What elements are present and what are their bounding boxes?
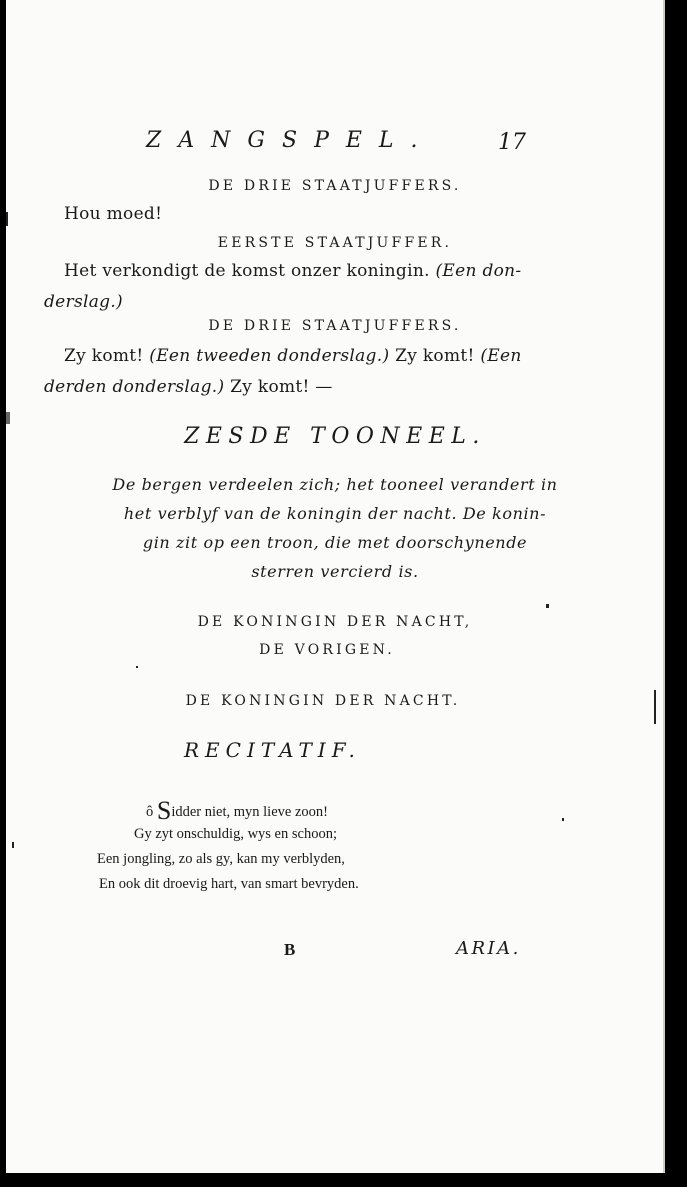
dialogue-text: Zy komt! xyxy=(64,346,144,366)
speaker-heading: DE DRIE STAATJUFFERS. xyxy=(208,178,462,194)
page-blemish xyxy=(12,842,14,848)
stage-direction: derslag.) xyxy=(44,292,123,312)
stage-direction: De bergen verdeelen zich; het tooneel verandert in xyxy=(112,475,558,494)
verse-line: Gy zyt onschuldig, wys en schoon; xyxy=(134,826,337,842)
stage-direction: (Een tweeden donderslag.) xyxy=(149,346,390,366)
page-blemish xyxy=(546,604,549,608)
verse-line: Een jongling, zo als gy, kan my verblyden, xyxy=(97,851,345,867)
scan-border-right xyxy=(664,0,687,1187)
stage-direction: het verblyf van de koningin der nacht. De konin- xyxy=(123,504,547,523)
verse-line: En ook dit droevig hart, van smart bevryden. xyxy=(99,876,359,892)
scan-border-bottom xyxy=(0,1173,687,1187)
dialogue-line xyxy=(44,377,333,397)
page-blemish xyxy=(6,412,10,424)
catchword: ARIA. xyxy=(456,938,521,959)
dialogue-text: Het verkondigt de komst onzer koningin. xyxy=(64,261,430,281)
verse-prefix: ô xyxy=(146,804,154,820)
verse-line xyxy=(146,796,328,826)
page-blemish xyxy=(136,666,138,668)
page-blemish xyxy=(654,690,656,724)
dialogue-line xyxy=(64,261,521,281)
stage-direction: (Een xyxy=(480,346,522,366)
stage-direction: gin zit op een troon, die met doorschynende xyxy=(142,533,528,552)
speaker-heading: DE KONINGIN DER NACHT. xyxy=(185,693,461,709)
dialogue-text: Zy komt! xyxy=(395,346,475,366)
scene-title: ZESDE TOONEEL. xyxy=(184,424,486,449)
verse-text: idder niet, myn lieve zoon! xyxy=(171,804,328,820)
characters-list: DE VORIGEN. xyxy=(259,642,395,658)
recitatif-heading: RECITATIF. xyxy=(184,738,361,762)
stage-direction: derden donderslag.) xyxy=(44,377,225,397)
stage-direction: (Een don- xyxy=(435,261,522,281)
page-number: 17 xyxy=(498,130,526,155)
dialogue-line: Hou moed! xyxy=(64,204,163,224)
running-title: ZANGSPEL. xyxy=(146,128,435,153)
page-blemish xyxy=(562,818,564,821)
dialogue-text: Zy komt! — xyxy=(230,377,333,397)
dialogue-line xyxy=(64,346,522,366)
speaker-heading: EERSTE STAATJUFFER. xyxy=(217,235,453,251)
speaker-heading: DE DRIE STAATJUFFERS. xyxy=(208,318,462,334)
signature-mark: B xyxy=(284,940,296,959)
stage-direction: sterren vercierd is. xyxy=(251,562,419,581)
book-page xyxy=(6,0,664,1174)
page-edge xyxy=(663,0,665,1187)
page-blemish xyxy=(6,212,8,226)
drop-cap: S xyxy=(156,796,172,825)
characters-list: DE KONINGIN DER NACHT, xyxy=(197,614,473,630)
